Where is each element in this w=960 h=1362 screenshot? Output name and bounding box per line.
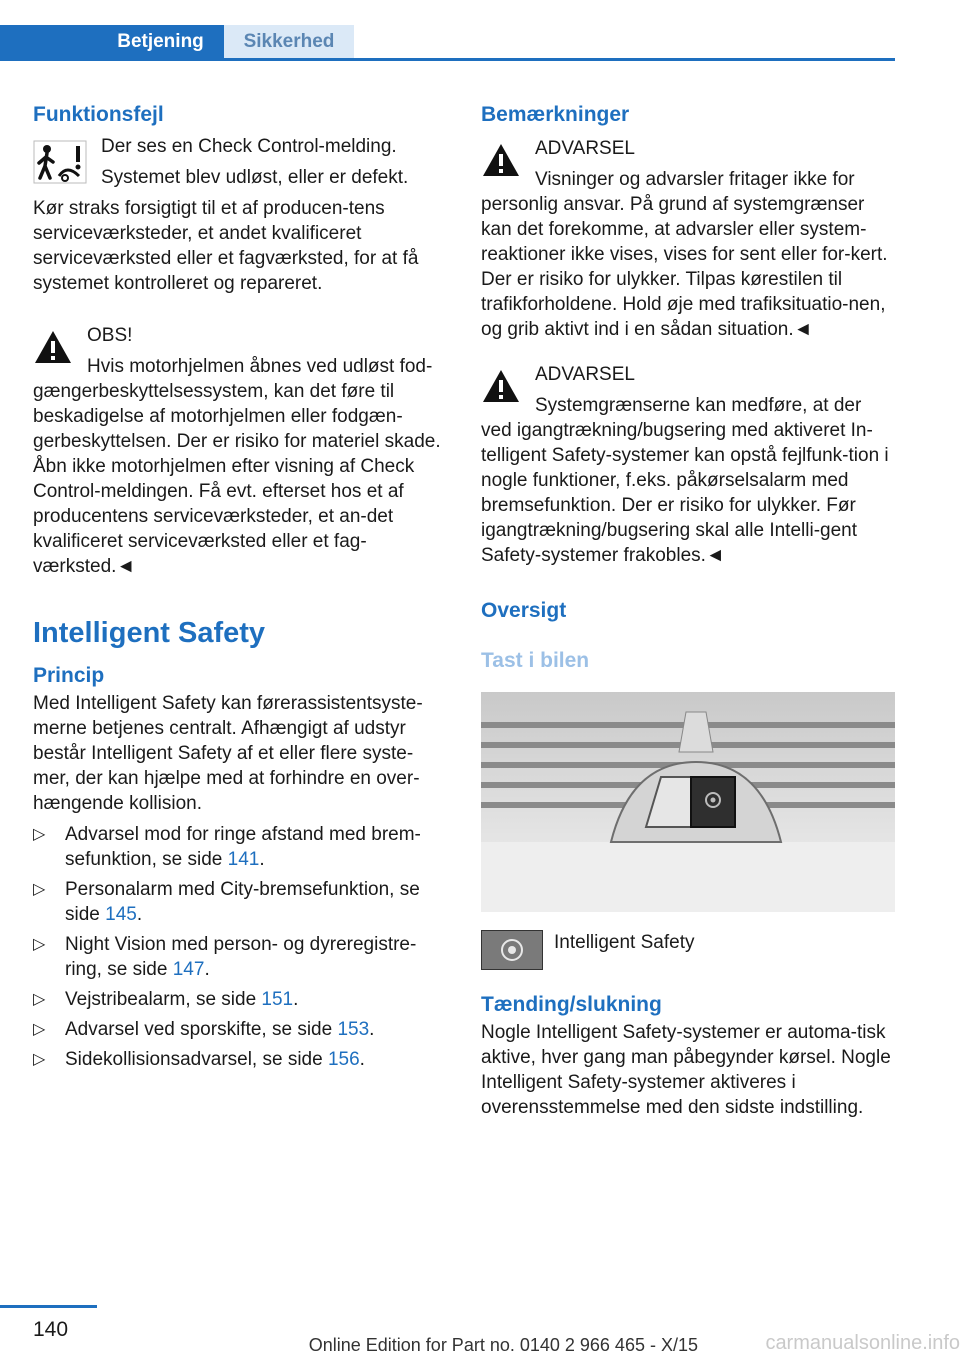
bullet-icon: ▷ — [33, 1051, 46, 1068]
right-column — [481, 100, 895, 1120]
intelligent-safety-button-icon — [481, 930, 543, 970]
list-item: ▷ Advarsel mod for ringe afstand med brem-sefunktion, se side 141. — [33, 824, 421, 870]
list-item: ▷ Sidekollisionsadvarsel, se side 156. — [33, 1049, 365, 1070]
list-item: ▷ Advarsel ved sporskifte, se side 153. — [33, 1019, 375, 1040]
watermark: carmanualsonline.info — [765, 1332, 960, 1354]
header-rule — [0, 58, 895, 61]
warning-triangle-icon — [481, 142, 521, 178]
pedestrian-protection-icon — [33, 140, 87, 184]
edition-note: Online Edition for Part no. 0140 2 966 465 - X/15 — [308, 1335, 698, 1355]
page-link[interactable]: 156 — [327, 1049, 360, 1070]
key-label: Intelligent Safety — [554, 932, 695, 953]
header-tabbar — [0, 25, 895, 61]
page-link[interactable]: 151 — [261, 989, 294, 1010]
bullet-icon: ▷ — [33, 826, 46, 843]
button-photo — [481, 692, 895, 912]
left-column — [33, 100, 447, 1077]
heading-princip: Princip — [33, 664, 105, 687]
system-list — [33, 822, 447, 1072]
footer-rule — [0, 1305, 97, 1308]
key-legend — [481, 930, 895, 990]
page-link[interactable]: 147 — [172, 959, 205, 980]
funktionsfejl-line1: Der ses en Check Control-melding. — [101, 136, 397, 157]
page-number: 140 — [33, 1318, 69, 1341]
list-item: ▷ Vejstribealarm, se side 151. — [33, 989, 299, 1010]
obs-title: OBS! — [87, 325, 133, 346]
princip-body: Med Intelligent Safety kan førerassistentsyste-merne betjenes centralt. Afhængigt af udstyr består Intelligent Safety af et eller flere syste-mer, der kan hjælpe med at forhindre en over-hængende kollision. — [33, 693, 423, 814]
warn2-body: Systemgrænserne kan medføre, at der ved igangtrækning/bugsering med aktiveret In-telligent Safety-systemer kan opstå fejlfunk-tion i nogle funktioner, f.eks. påkørselsalarm med bremsefunktion. Der er risiko for ulykker. Før igangtrækning/bugsering skal alle Intelli-gent Safety-systemer frakobles.◄ — [481, 395, 889, 566]
list-item: ▷ Night Vision med person- og dyreregistre-ring, se side 147. — [33, 934, 417, 980]
bullet-icon: ▷ — [33, 936, 46, 953]
tab-sikkerhed[interactable]: Sikkerhed — [224, 25, 354, 58]
funktionsfejl-line2: Systemet blev udløst, eller er defekt. — [101, 167, 409, 188]
heading-funktionsfejl: Funktionsfejl — [33, 103, 164, 126]
heading-taending: Tænding/slukning — [481, 993, 662, 1016]
bullet-icon: ▷ — [33, 881, 46, 898]
page-link[interactable]: 141 — [227, 849, 260, 870]
tab-betjening[interactable]: Betjening — [97, 25, 224, 58]
bullet-icon: ▷ — [33, 1021, 46, 1038]
section-title: Intelligent Safety — [33, 617, 266, 649]
obs-body: Hvis motorhjelmen åbnes ved udløst fod-gængerbeskyttelsessystem, kan det føre til beskadigelse af motorhjelmen eller fodgæn-gerbeskyttelsen. Der er risiko for materiel skade. Åbn ikke motorhjelmen efter visning af Check Control-meldingen. Få evt. efterset hos et af producentens serviceværksteder, et an-det kvalificeret serviceværksted eller et fag-værksted.◄ — [33, 356, 441, 577]
heading-oversigt: Oversigt — [481, 599, 567, 622]
heading-tast: Tast i bilen — [481, 649, 590, 672]
page-link[interactable]: 153 — [337, 1019, 370, 1040]
funktionsfejl-line3: Kør straks forsigtigt til et af producen-tens serviceværksteder, et andet kvalificeret serviceværksted eller et fagværksted, for at få systemet kontrolleret og repareret. — [33, 198, 419, 294]
warning-triangle-icon — [481, 368, 521, 404]
list-item: ▷ Personalarm med City-bremsefunktion, se side 145. — [33, 879, 420, 925]
tab-stub — [0, 25, 97, 58]
bullet-icon: ▷ — [33, 991, 46, 1008]
warning-triangle-icon — [33, 329, 73, 365]
warn1-body: Visninger og advarsler fritager ikke for personlig ansvar. På grund af systemgrænser kan det forekomme, at advarsler eller system-reaktioner ikke vises, vises for sent eller for-kert. Der er risiko for ulykker. Tilpas kørestilen til trafikforholdene. Hold øje med trafiksituatio-nen, og grib aktivt ind i en sådan situation.◄ — [481, 169, 888, 340]
warn1-title: ADVARSEL — [535, 138, 635, 159]
heading-bemaerkninger: Bemærkninger — [481, 103, 630, 126]
taending-body: Nogle Intelligent Safety-systemer er automa-tisk aktive, hver gang man påbegynder kørsel. Nogle Intelligent Safety-systemer aktiveres i overensstemmelse med den sidste indstilling. — [481, 1022, 891, 1118]
page-link[interactable]: 145 — [105, 904, 137, 925]
warn2-title: ADVARSEL — [535, 364, 635, 385]
